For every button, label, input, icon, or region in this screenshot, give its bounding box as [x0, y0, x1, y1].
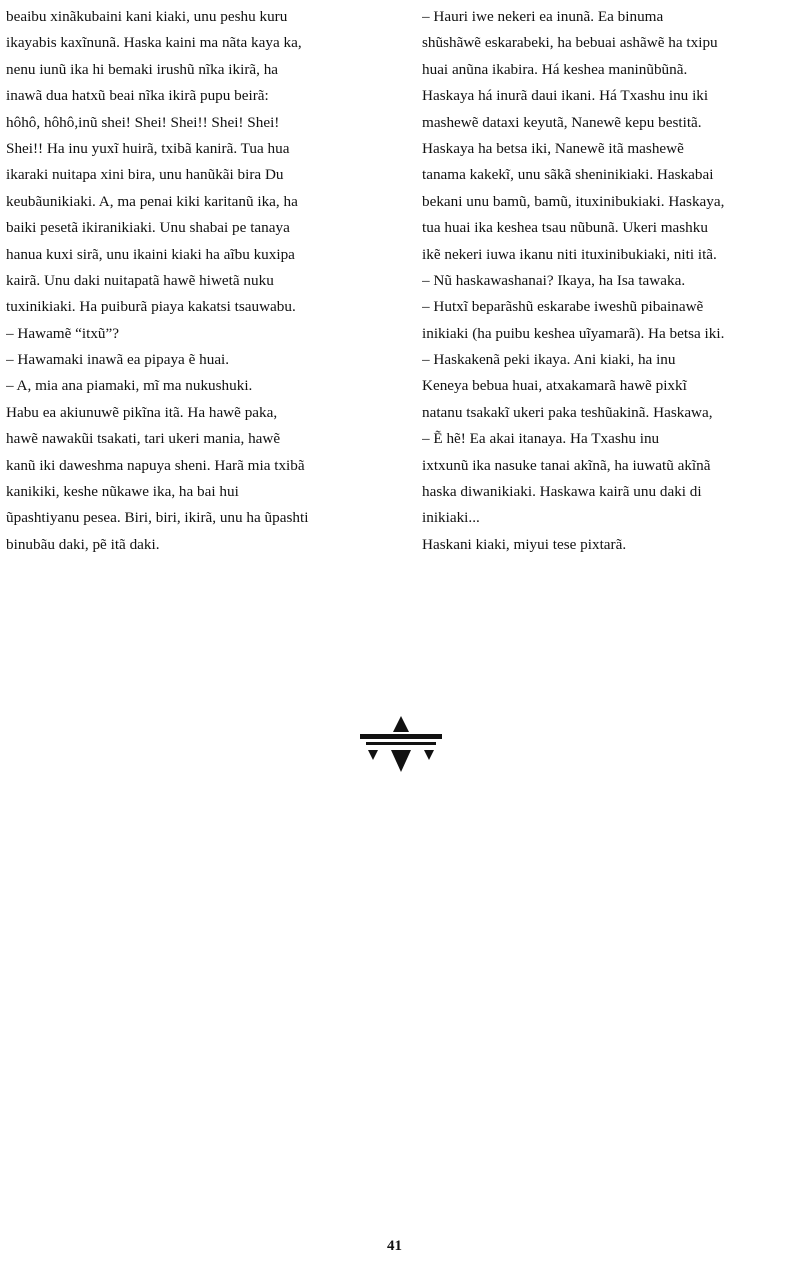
left-column-line: nenu iunũ ika hi bemaki irushũ nĩka ikirã, ha: [6, 60, 279, 78]
left-column-line: hôhô, hôhô,inũ shei! Shei! Shei!! Shei! Shei!: [6, 113, 280, 131]
right-column-line: – Ẽ hẽ! Ea akai itanaya. Ha Txashu inu: [422, 430, 660, 448]
right-column-line: inikiaki (ha puibu keshea uĩyamarã). Ha betsa iki.: [422, 324, 725, 342]
right-column-line: huai anũna ikabira. Há keshea maninũbũnã.: [422, 60, 688, 78]
left-column-line: kanũ iki daweshma napuya sheni. Harã mia txibã: [6, 456, 305, 474]
left-column-line: inawã dua hatxũ beai nĩka ikirã pupu beirã:: [6, 87, 269, 105]
left-column-line: keubãunikiaki. A, ma penai kiki karitanũ ika, ha: [6, 192, 298, 210]
left-column-line: ũpashtiyanu pesea. Biri, biri, ikirã, unu ha ũpashti: [6, 509, 309, 527]
right-column-line: Haskaya há inurã daui ikani. Há Txashu inu iki: [422, 87, 709, 105]
left-column-line: ikayabis kaxĩnunã. Haska kaini ma nãta kaya ka,: [6, 34, 302, 52]
right-text-column: [422, 4, 786, 558]
right-column-line: ikẽ nekeri iuwa ikanu niti ituxinibukiaki, niti itã.: [422, 245, 717, 263]
left-column-line: ikaraki nuitapa xini bira, unu hanũkãi bira Du: [6, 166, 284, 184]
right-column-line: Haskani kiaki, miyui tese pixtarã.: [422, 535, 627, 553]
right-column-line: – Haskakenã peki ikaya. Ani kiaki, ha inu: [422, 351, 676, 369]
right-column-line: – Nũ haskawashanai? Ikaya, ha Isa tawaka.: [422, 271, 686, 289]
right-column-line: tanama kakekĩ, unu sãkã sheninikiaki. Haskabai: [422, 166, 714, 184]
triangle-ornament-icon: [360, 714, 442, 774]
left-column-line: beaibu xinãkubaini kani kiaki, unu peshu kuru: [6, 8, 288, 25]
right-column-line: inikiaki...: [422, 509, 480, 527]
right-column-line: shũshãwẽ eskarabeki, ha bebuai ashãwẽ ha txipu: [422, 34, 718, 52]
left-column-line: kairã. Unu daki nuitapatã hawẽ hiwetã nuku: [6, 271, 274, 289]
left-column-line: Shei!! Ha inu yuxĩ huirã, txibã kanirã. Tua hua: [6, 139, 290, 157]
right-column-line: ixtxunũ ika nasuke tanai akĩnã, ha iuwatũ akĩnã: [422, 456, 711, 474]
right-column-line: Haskaya ha betsa iki, Nanewẽ itã mashewẽ: [422, 139, 684, 157]
left-column-line: baiki pesetã ikiranikiaki. Unu shabai pe tanaya: [6, 219, 290, 237]
right-column-line: mashewẽ dataxi keyutã, Nanewẽ kepu bestitã.: [422, 113, 702, 131]
left-column-line: Habu ea akiunuwẽ pikĩna itã. Ha hawẽ paka,: [6, 403, 278, 421]
left-text-column: [6, 4, 376, 558]
left-column-line: – A, mia ana piamaki, mĩ ma nukushuki.: [6, 377, 253, 395]
left-column-line: binubãu daki, pẽ itã daki.: [6, 535, 160, 553]
left-column-line: tuxinikiaki. Ha puiburã piaya kakatsi tsauwabu.: [6, 298, 296, 316]
right-column-line: Keneya bebua huai, atxakamarã hawẽ pixkĩ: [422, 377, 687, 395]
right-column-line: haska diwanikiaki. Haskawa kairã unu daki di: [422, 483, 702, 501]
right-column-line: – Hutxĩ beparãshũ eskarabe iweshũ pibainawẽ: [422, 298, 704, 316]
left-column-line: hanua kuxi sirã, unu ikaini kiaki ha aĩbu kuxipa: [6, 245, 295, 263]
right-column-line: – Hauri iwe nekeri ea inunã. Ea binuma: [422, 8, 664, 25]
left-column-line: – Hawamẽ “itxũ”?: [6, 324, 120, 342]
page-number: 41: [387, 1238, 402, 1254]
right-column-line: natanu tsakakĩ ukeri paka teshũakinã. Haskawa,: [422, 403, 713, 421]
left-column-line: kanikiki, keshe nũkawe ika, ha bai hui: [6, 483, 239, 501]
left-column-line: – Hawamaki inawã ea pipaya ẽ huai.: [6, 351, 230, 369]
right-column-line: bekani unu bamũ, bamũ, ituxinibukiaki. Haskaya,: [422, 192, 725, 210]
left-column-line: hawẽ nawakũi tsakati, tari ukeri mania, hawẽ: [6, 430, 281, 448]
right-column-line: tua huai ika keshea tsau nũbunã. Ukeri mashku: [422, 219, 708, 237]
